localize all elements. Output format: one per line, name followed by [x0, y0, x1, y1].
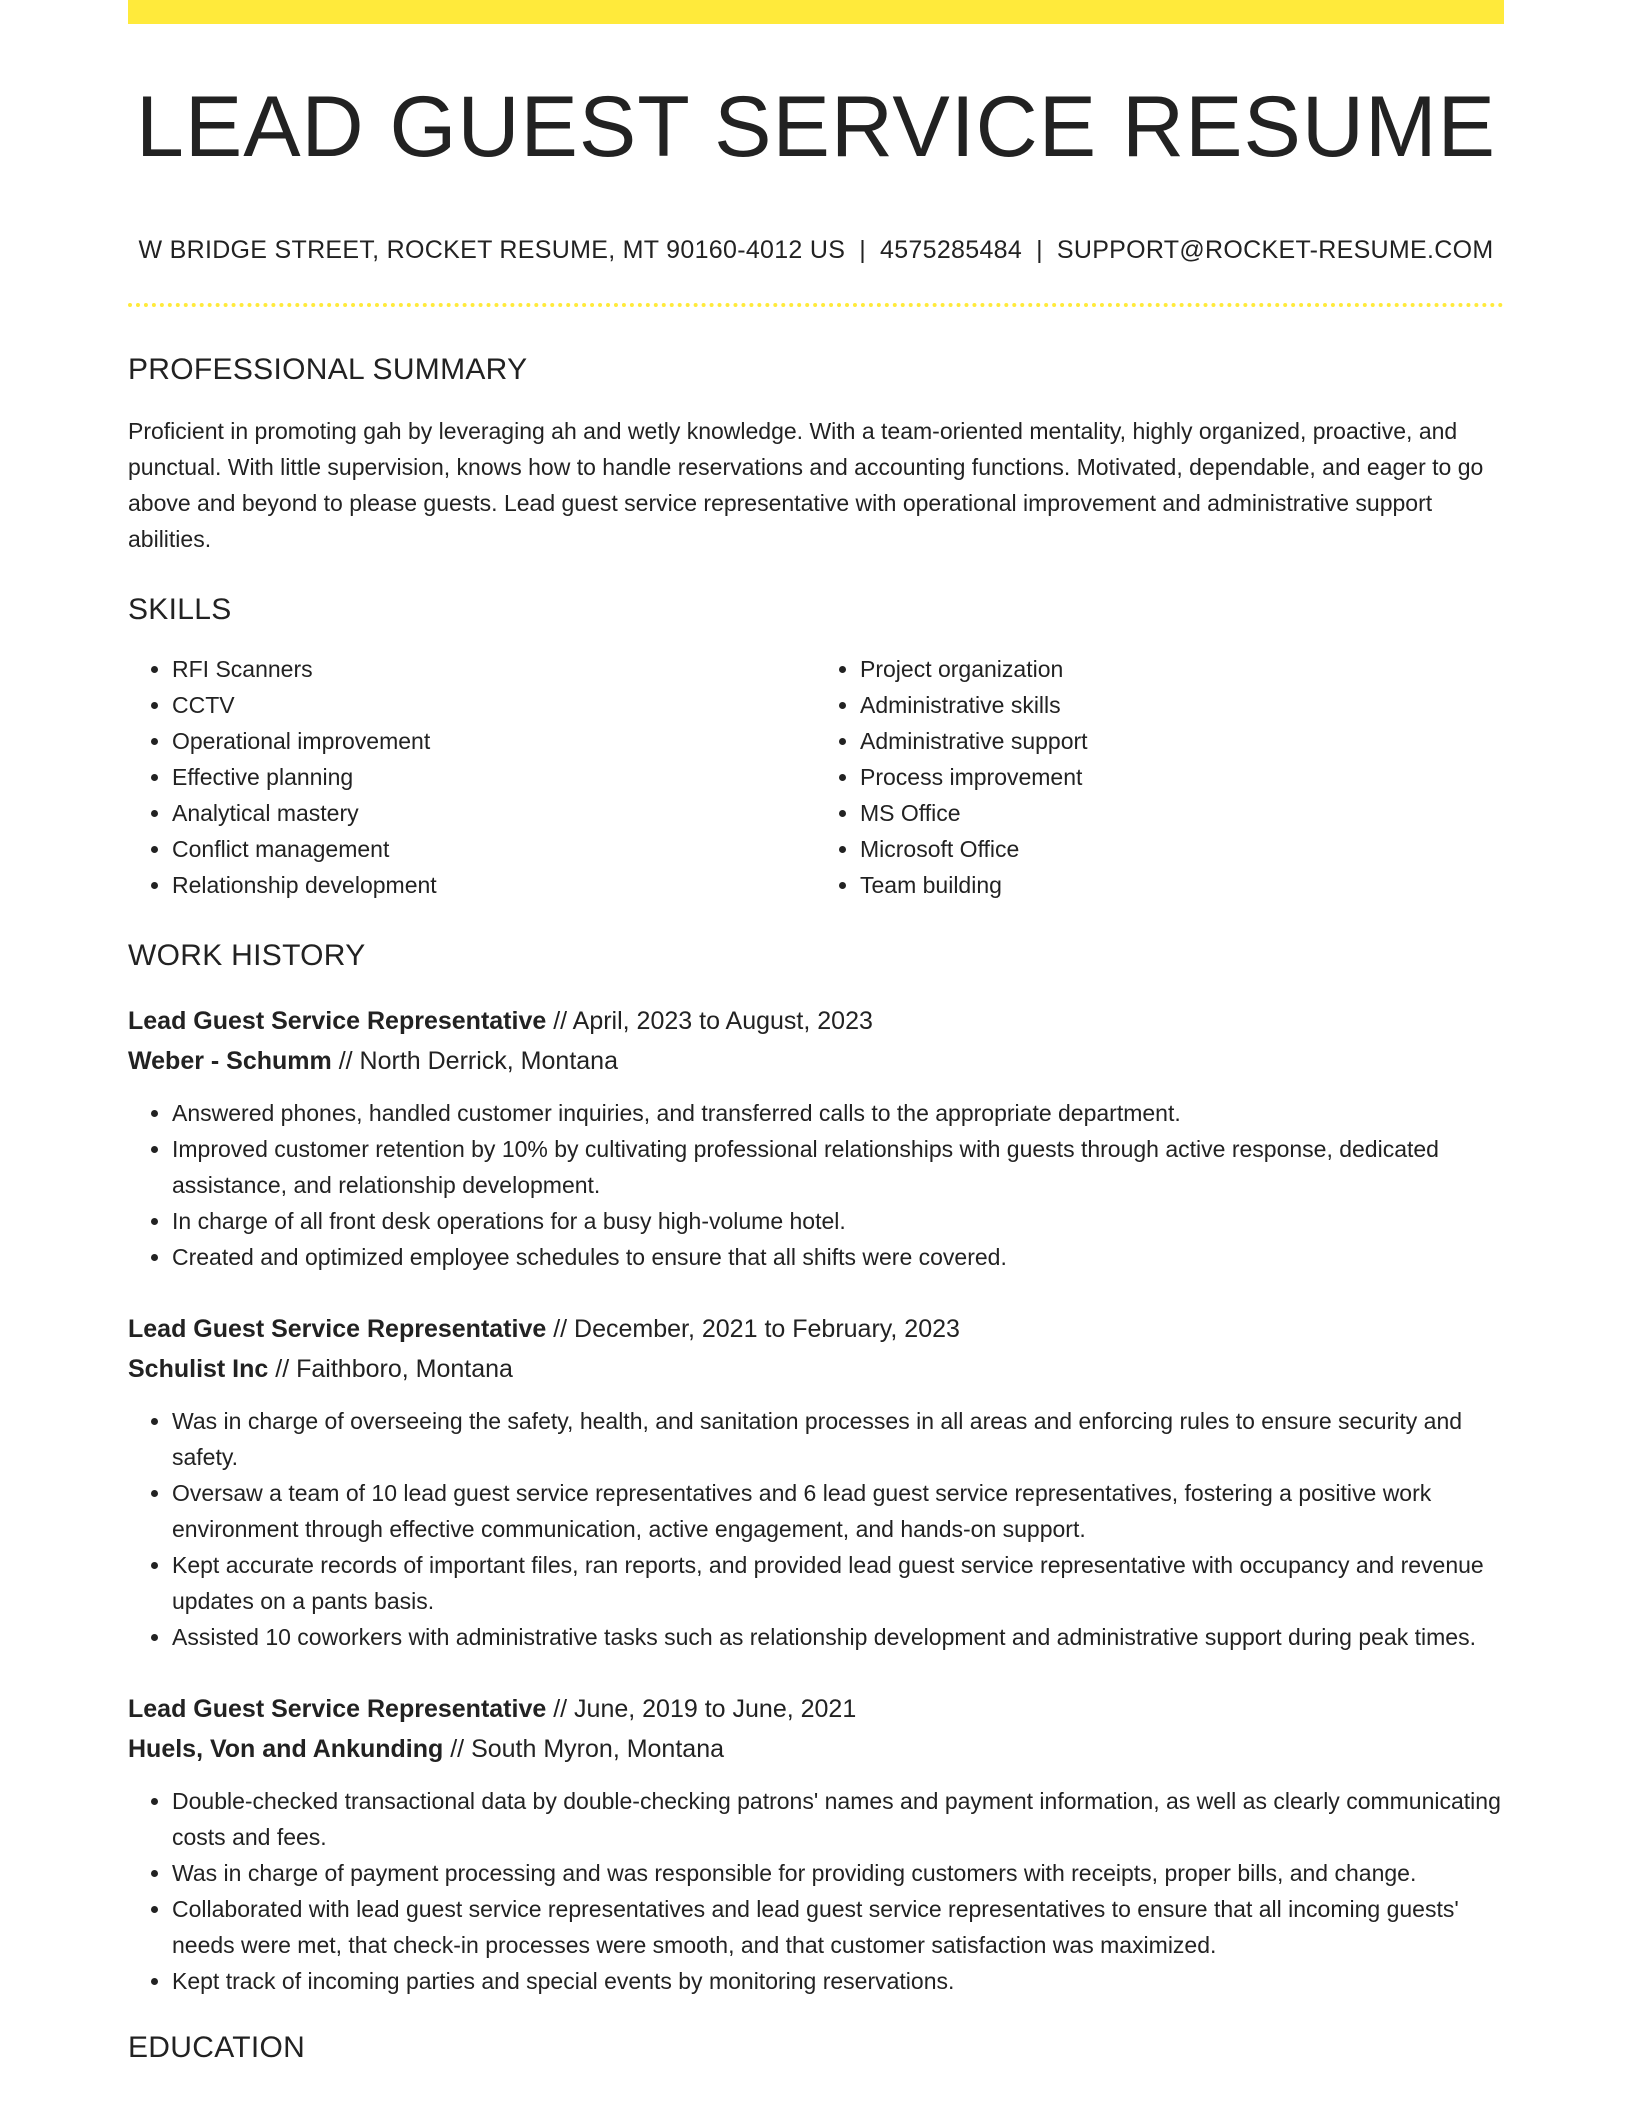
job-bullet: • Was in charge of payment processing and was responsible for providing customers with receipts, proper bills, and change. — [172, 1855, 1504, 1891]
skill-item: • Project organization — [860, 651, 1504, 687]
summary-text: Proficient in promoting gah by leveraging ah and wetly knowledge. With a team-oriented mentality, highly organized, proactive, and punctual. With little supervision, knows how to handle reservations and accounting functions. Motivated, dependable, and eager to go above and beyond to please guests. Lead guest service representative with operational improvement and administrative support abilities. — [128, 418, 1484, 552]
skill-item: • Conflict management — [172, 831, 816, 867]
job-role: Lead Guest Service Representative — [128, 1315, 547, 1343]
job-company: Huels, Von and Ankunding — [128, 1735, 444, 1763]
section-title-work-history: WORK HISTORY — [128, 939, 366, 972]
address: W BRIDGE STREET, ROCKET RESUME, MT 90160-4012 US — [138, 236, 846, 264]
separator: | — [1036, 236, 1043, 264]
job-bullet: • Kept track of incoming parties and special events by monitoring reservations. — [172, 1963, 1504, 1999]
job-role-line: Lead Guest Service Representative // April, 2023 to August, 2023 — [128, 1007, 873, 1035]
accent-top-bar — [128, 0, 1504, 24]
skills-list — [128, 651, 1504, 903]
job-company-line: Schulist Inc // Faithboro, Montana — [128, 1355, 513, 1383]
job-bullets — [128, 1095, 1504, 1275]
skill-item: • RFI Scanners — [172, 651, 816, 687]
job-company-line: Huels, Von and Ankunding // South Myron, Montana — [128, 1735, 724, 1763]
job-company: Weber - Schumm — [128, 1047, 332, 1075]
job-dates: December, 2021 to February, 2023 — [574, 1315, 960, 1343]
job-entry — [128, 1689, 1504, 1999]
job-role-line: Lead Guest Service Representative // December, 2021 to February, 2023 — [128, 1315, 960, 1343]
skill-item: • Team building — [860, 867, 1504, 903]
job-location: North Derrick, Montana — [359, 1047, 618, 1075]
job-company: Schulist Inc — [128, 1355, 269, 1383]
contact-line — [128, 236, 1504, 265]
job-bullet: • Was in charge of overseeing the safety, health, and sanitation processes in all areas and enforcing rules to ensure security and safety. — [172, 1403, 1504, 1475]
job-company-line: Weber - Schumm // North Derrick, Montana — [128, 1047, 618, 1075]
job-entry — [128, 1001, 1504, 1275]
job-bullet: • Collaborated with lead guest service representatives and lead guest service representatives to ensure that all incoming guests' needs were met, that check-in processes were smooth, and that customer satisfaction was maximized. — [172, 1891, 1504, 1963]
skill-item: • CCTV — [172, 687, 816, 723]
skills-column-right — [816, 651, 1504, 903]
job-entry — [128, 1309, 1504, 1655]
job-bullet: • Created and optimized employee schedules to ensure that all shifts were covered. — [172, 1239, 1504, 1275]
job-location: South Myron, Montana — [471, 1735, 724, 1763]
job-dates: June, 2019 to June, 2021 — [574, 1695, 857, 1723]
job-location: Faithboro, Montana — [296, 1355, 513, 1383]
skill-item: • Effective planning — [172, 759, 816, 795]
job-bullet: • Oversaw a team of 10 lead guest service representatives and 6 lead guest service representatives, fostering a positive work environment through effective communication, active engagement, and hands-on support. — [172, 1475, 1504, 1547]
job-role: Lead Guest Service Representative — [128, 1007, 547, 1035]
job-bullets — [128, 1403, 1504, 1655]
skill-item: • Operational improvement — [172, 723, 816, 759]
resume-page — [128, 0, 1504, 2063]
job-bullet: • Improved customer retention by 10% by cultivating professional relationships with guests through active response, dedicated assistance, and relationship development. — [172, 1131, 1504, 1203]
job-bullets — [128, 1783, 1504, 1999]
job-role: Lead Guest Service Representative — [128, 1695, 547, 1723]
skill-item: • Administrative support — [860, 723, 1504, 759]
email-link[interactable]: SUPPORT@ROCKET-RESUME.COM — [1056, 236, 1494, 264]
job-bullet: • Double-checked transactional data by double-checking patrons' names and payment information, as well as clearly communicating costs and fees. — [172, 1783, 1504, 1855]
dotted-divider — [128, 303, 1504, 307]
skill-item: • Relationship development — [172, 867, 816, 903]
job-bullet: • In charge of all front desk operations for a busy high-volume hotel. — [172, 1203, 1504, 1239]
resume-title: LEAD GUEST SERVICE RESUME — [136, 79, 1496, 175]
skills-column-left — [128, 651, 816, 903]
section-title-skills: SKILLS — [128, 593, 232, 626]
section-title-education: EDUCATION — [128, 2031, 306, 2064]
skill-item: • Analytical mastery — [172, 795, 816, 831]
job-dates: April, 2023 to August, 2023 — [572, 1007, 873, 1035]
skill-item: • Administrative skills — [860, 687, 1504, 723]
skill-item: • Process improvement — [860, 759, 1504, 795]
skill-item: • Microsoft Office — [860, 831, 1504, 867]
job-role-line: Lead Guest Service Representative // June, 2019 to June, 2021 — [128, 1695, 857, 1723]
job-bullet: • Answered phones, handled customer inquiries, and transferred calls to the appropriate department. — [172, 1095, 1504, 1131]
section-title-summary: PROFESSIONAL SUMMARY — [128, 353, 528, 386]
job-bullet: • Assisted 10 coworkers with administrative tasks such as relationship development and administrative support during peak times. — [172, 1619, 1504, 1655]
skill-item: • MS Office — [860, 795, 1504, 831]
separator: | — [859, 236, 867, 264]
phone: 4575285484 — [880, 236, 1023, 264]
job-bullet: • Kept accurate records of important files, ran reports, and provided lead guest service representative with occupancy and revenue updates on a pants basis. — [172, 1547, 1504, 1619]
